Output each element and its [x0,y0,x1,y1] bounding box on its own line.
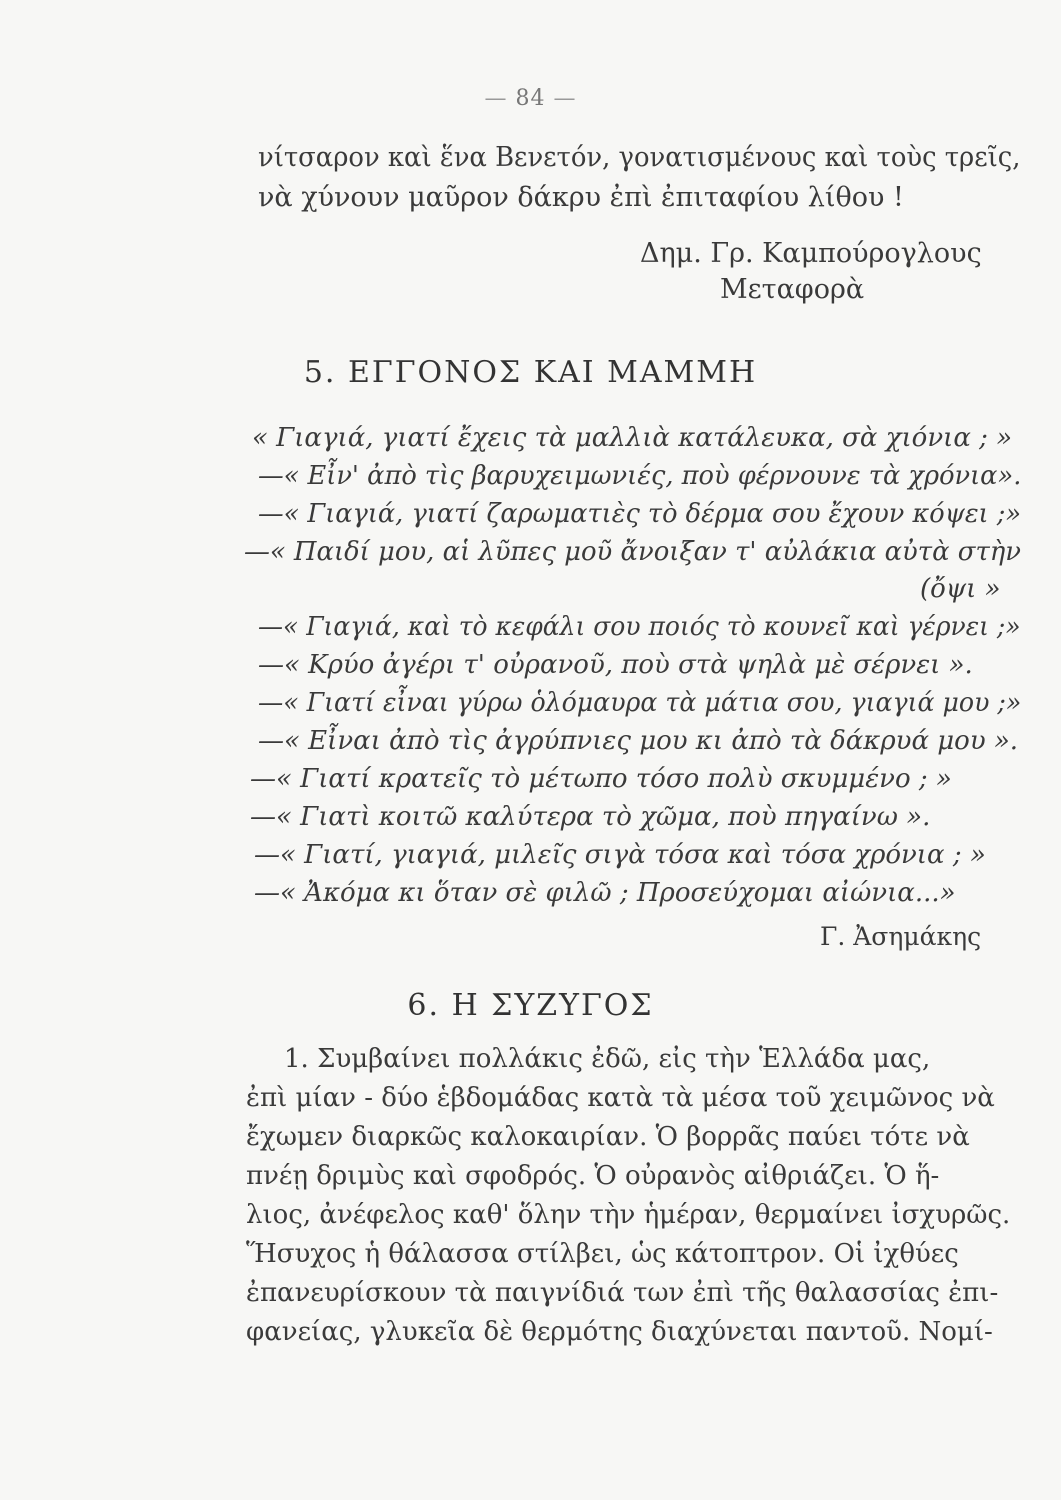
poem-line: —« Γιατί, γιαγιά, μιλεῖς σιγὰ τόσα καὶ τόσα χρόνια ; » [254,840,986,870]
poem-line: —« Εἶν' ἀπὸ τὶς βαρυχειμωνιές, ποὺ φέρνουνε τὰ χρόνια». [258,461,1022,491]
paragraph-line: πνέῃ δριμὺς καὶ σφοδρός. Ὁ οὐρανὸς αἰθριάζει. Ὁ ἥ- [246,1161,940,1191]
paragraph-line: 1. Συμβαίνει πολλάκις ἐδῶ, εἰς τὴν Ἑλλάδα μας, [284,1044,931,1074]
page-number-dash-left: — [484,86,516,111]
paragraph-line: ἐπὶ μίαν - δύο ἑβδομάδας κατὰ τὰ μέσα τοῦ χειμῶνος νὰ [246,1083,995,1113]
paragraph-line: Ἥσυχος ἡ θάλασσα στίλβει, ὡς κάτοπτρον. Οἱ ἰχθύες [246,1239,959,1269]
page-number [0,86,1061,111]
poem-line: —« Γιατὶ κοιτῶ καλύτερα τὸ χῶμα, ποὺ πηγαίνω ». [250,802,931,832]
opening-line-1: νίτσαρον καὶ ἕνα Βενετόν, γονατισμένους καὶ τοὺς τρεῖς, [258,142,1021,173]
section-6-title: 6. Η ΣΥΖΥΓΟΣ [407,988,654,1023]
poem-line: —« Γιαγιά, γιατί ζαρωματιὲς τὸ δέρμα σου ἔχουν κόψει ;» [258,499,1022,529]
paragraph-line: λιος, ἀνέφελος καθ' ὅλην τὴν ἡμέραν, θερμαίνει ἰσχυρῶς. [246,1200,1011,1230]
poem-line: —« Εἶναι ἀπὸ τὶς ἀγρύπνιες μου κι ἀπὸ τὰ δάκρυά μου ». [258,726,1019,756]
attribution-work: Μεταφορὰ [720,274,865,305]
page-number-dash-right: — [545,86,577,111]
poem-line: « Γιαγιά, γιατί ἔχεις τὰ μαλλιὰ κατάλευκα, σὰ χιόνια ; » [252,423,1013,453]
poem-line: —« Κρύο ἀγέρι τ' οὐρανοῦ, ποὺ στὰ ψηλὰ μὲ σέρνει ». [258,650,973,680]
opening-line-2: νὰ χύνουν μαῦρον δάκρυ ἐπὶ ἐπιταφίου λίθου ! [258,182,904,213]
poem-line: —« Γιαγιά, καὶ τὸ κεφάλι σου ποιός τὸ κουνεῖ καὶ γέρνει ;» [258,612,1021,642]
poem-line: —« Παιδί μου, αἱ λῦπες μοῦ ἄνοιξαν τ' αὐλάκια αὐτὰ στὴν [244,537,1021,567]
paragraph-line: ἔχωμεν διαρκῶς καλοκαιρίαν. Ὁ βορρᾶς παύει τότε νὰ [246,1122,970,1152]
page-number-value: 84 [515,86,546,111]
section-5-title: 5. ΕΓΓΟΝΟΣ ΚΑΙ ΜΑΜΜΗ [303,355,758,390]
section-5-author: Γ. Ἀσημάκης [820,922,982,951]
paragraph-line: φανείας, γλυκεῖα δὲ θερμότης διαχύνεται παντοῦ. Νομί- [246,1317,993,1347]
poem-line: —« Γιατί εἶναι γύρω ὁλόμαυρα τὰ μάτια σου, γιαγιά μου ;» [258,688,1022,718]
poem-line: —« Ἀκόμα κι ὅταν σὲ φιλῶ ; Προσεύχομαι αἰώνια...» [254,878,956,908]
poem-line: —« Γιατί κρατεῖς τὸ μέτωπο τόσο πολὺ σκυμμένο ; » [250,764,952,794]
paragraph-line: ἐπανευρίσκουν τὰ παιγνίδιά των ἐπὶ τῆς θαλασσίας ἐπι- [246,1278,999,1308]
poem-line-continuation: (ὄψι » [920,574,1001,604]
attribution-author: Δημ. Γρ. Καμπούρογλους [640,238,982,269]
